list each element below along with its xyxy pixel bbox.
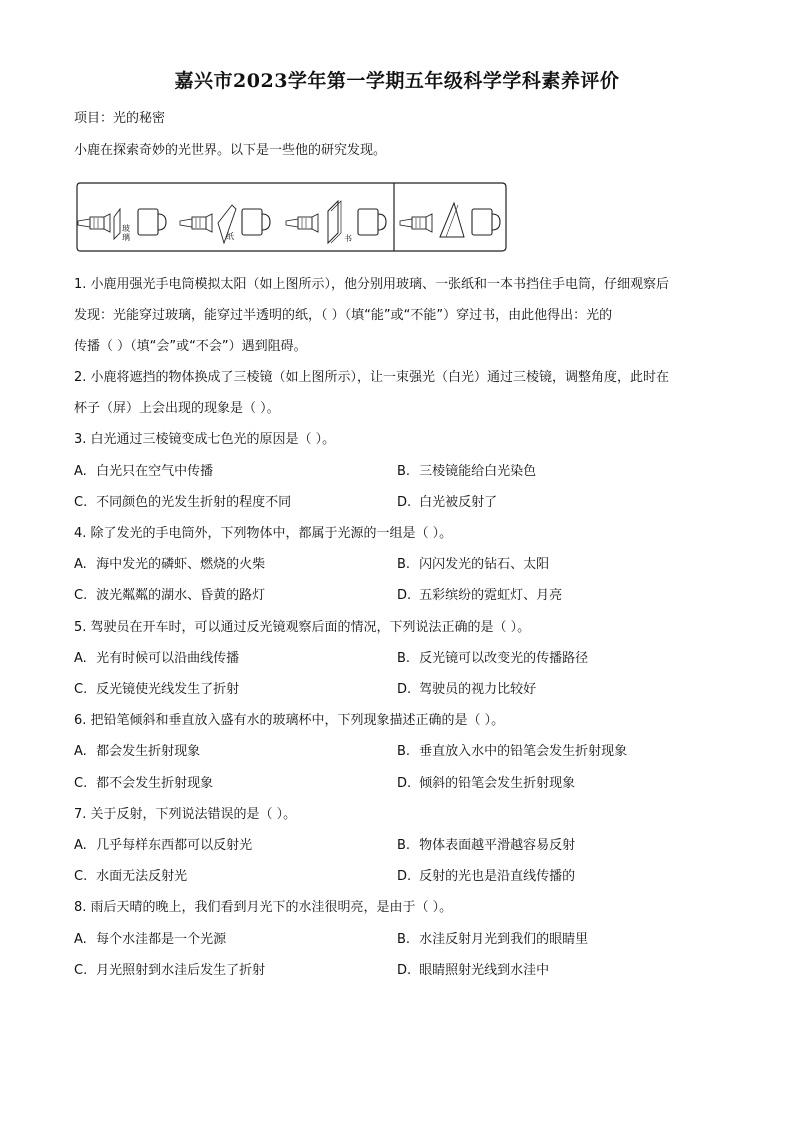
question-7-option-d[interactable]: D. 反射的光也是沿直线传播的 <box>397 869 576 884</box>
cup-icon <box>358 209 386 235</box>
question-8-option-b[interactable]: B. 水洼反射月光到我们的眼睛里 <box>397 932 589 947</box>
question-8-option-c[interactable]: C. 月光照射到水洼后发生了折射 <box>74 963 266 978</box>
question-4-stem: 4. 除了发光的手电筒外，下列物体中，都属于光源的一组是（ ）。 <box>74 526 453 541</box>
svg-text:璃: 璃 <box>122 233 130 242</box>
question-2-line-1: 2. 小鹿将遮挡的物体换成了三棱镜（如上图所示），让一束强光（白光）通过三棱镜，调整角度，此时在 <box>74 370 670 385</box>
question-8-stem: 8. 雨后天晴的晚上，我们看到月光下的水洼很明亮，是由于（ ）。 <box>74 900 453 915</box>
book-icon <box>328 201 341 243</box>
cup-icon <box>242 209 270 235</box>
question-1-line-1: 1. 小鹿用强光手电筒模拟太阳（如上图所示），他分别用玻璃、一张纸和一本书挡住手电筒，仔细观察后 <box>74 277 670 292</box>
question-3-option-b[interactable]: B. 三棱镜能给白光染色 <box>397 464 537 479</box>
svg-text:纸: 纸 <box>226 232 234 241</box>
project-label: 项目：光的秘密 <box>74 111 166 126</box>
question-4-option-b[interactable]: B. 闪闪发光的钻石、太阳 <box>397 557 550 572</box>
glass-pane-icon <box>114 209 120 239</box>
intro-text: 小鹿在探索奇妙的光世界。以下是一些他的研究发现。 <box>74 143 387 158</box>
svg-text:玻: 玻 <box>122 224 130 233</box>
question-2-line-2: 杯子（屏）上会出现的现象是（ ）。 <box>74 401 280 416</box>
question-5-option-b[interactable]: B. 反光镜可以改变光的传播路径 <box>397 651 589 666</box>
question-4-option-a[interactable]: A. 海中发光的磷虾、燃烧的火柴 <box>74 557 266 572</box>
question-8-option-a[interactable]: A. 每个水洼都是一个光源 <box>74 932 227 947</box>
flashlight-icon <box>400 214 432 232</box>
question-8-option-d[interactable]: D. 眼睛照射光线到水洼中 <box>397 963 550 978</box>
question-7-option-b[interactable]: B. 物体表面越平滑越容易反射 <box>397 838 576 853</box>
flashlight-icon <box>78 214 110 232</box>
question-1-line-3: 传播（ ）（填“会”或“不会”）遇到阻碍。 <box>74 339 307 354</box>
question-4-option-c[interactable]: C. 波光粼粼的湖水、昏黄的路灯 <box>74 588 266 603</box>
question-3-option-d[interactable]: D. 白光被反射了 <box>397 495 498 510</box>
svg-text:书: 书 <box>344 234 352 243</box>
question-5-option-d[interactable]: D. 驾驶员的视力比较好 <box>397 682 537 697</box>
question-6-option-b[interactable]: B. 垂直放入水中的铅笔会发生折射现象 <box>397 744 628 759</box>
page-title: 嘉兴市2023学年第一学期五年级科学学科素养评价 <box>174 70 620 92</box>
question-4-option-d[interactable]: D. 五彩缤纷的霓虹灯、月亮 <box>397 588 563 603</box>
question-5-stem: 5. 驾驶员在开车时，可以通过反光镜观察后面的情况，下列说法正确的是（ ）。 <box>74 620 531 635</box>
flashlight-icon <box>286 214 318 232</box>
question-5-option-c[interactable]: C. 反光镜使光线发生了折射 <box>74 682 240 697</box>
question-7-stem: 7. 关于反射，下列说法错误的是（ ）。 <box>74 807 297 822</box>
question-3-option-a[interactable]: A. 白光只在空气中传播 <box>74 464 214 479</box>
question-6-option-c[interactable]: C. 都不会发生折射现象 <box>74 776 214 791</box>
cup-icon <box>472 209 500 235</box>
question-6-stem: 6. 把铅笔倾斜和垂直放入盛有水的玻璃杯中，下列现象描述正确的是（ ）。 <box>74 713 505 728</box>
cup-icon <box>138 209 166 235</box>
question-3-option-c[interactable]: C. 不同颜色的光发生折射的程度不同 <box>74 495 292 510</box>
question-7-option-c[interactable]: C. 水面无法反射光 <box>74 869 188 884</box>
question-3-stem: 3. 白光通过三棱镜变成七色光的原因是（ ）。 <box>74 432 336 447</box>
question-6-option-a[interactable]: A. 都会发生折射现象 <box>74 744 201 759</box>
flashlight-icon <box>180 214 212 232</box>
prism-icon <box>440 203 464 237</box>
question-6-option-d[interactable]: D. 倾斜的铅笔会发生折射现象 <box>397 776 576 791</box>
question-1-line-2: 发现：光能穿过玻璃，能穿过半透明的纸，（ ）（填“能”或“不能”）穿过书，由此他得出：光的 <box>74 308 613 323</box>
question-7-option-a[interactable]: A. 几乎每样东西都可以反射光 <box>74 838 253 853</box>
experiment-figure <box>76 181 508 253</box>
question-5-option-a[interactable]: A. 光有时候可以沿曲线传播 <box>74 651 240 666</box>
